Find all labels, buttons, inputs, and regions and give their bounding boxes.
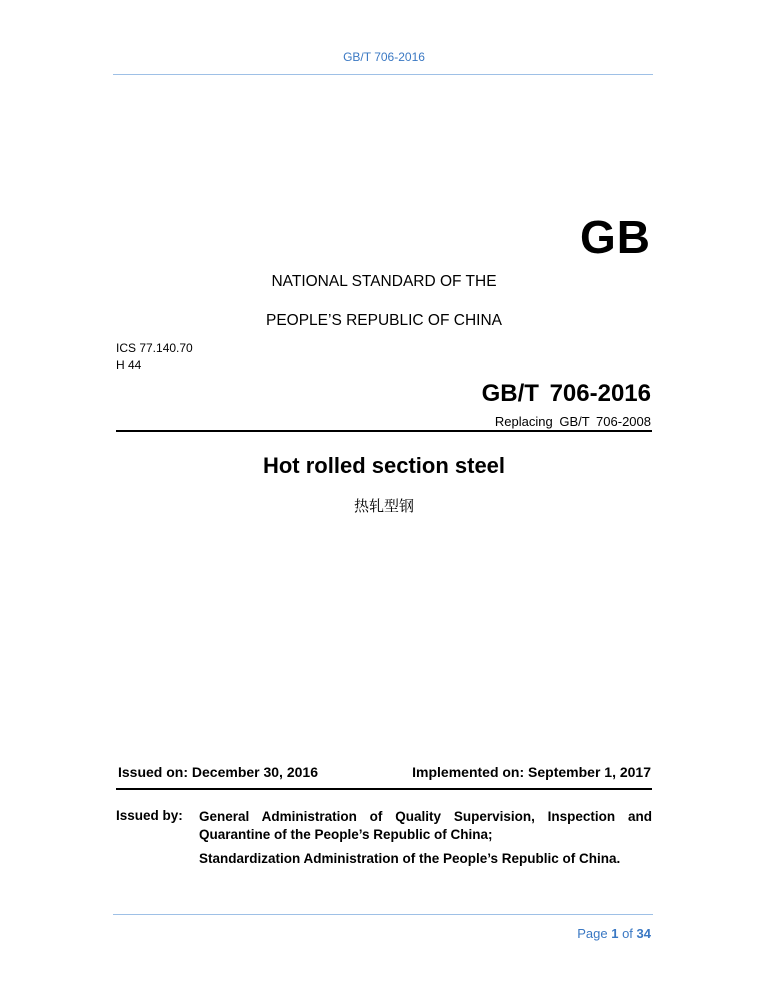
issued-by-label: Issued by: — [116, 808, 183, 823]
page-total: 34 — [636, 926, 651, 941]
national-standard-line1: NATIONAL STANDARD OF THE — [271, 273, 497, 290]
title-divider — [116, 430, 652, 432]
ccs-code: H 44 — [116, 358, 142, 372]
header-divider — [113, 74, 653, 75]
issuing-authority-2: Standardization Administration of the People’s Republic of China. — [199, 851, 621, 866]
document-title-en: Hot rolled section steel — [262, 453, 506, 478]
gb-logo: GB — [580, 211, 651, 263]
classification-codes — [116, 340, 193, 374]
ics-code: ICS 77.140.70 — [116, 341, 193, 355]
page-current: 1 — [611, 926, 619, 941]
issued-on-date: Issued on: December 30, 2016 — [118, 764, 318, 780]
page-of: of — [622, 926, 633, 941]
issuing-authorities — [199, 808, 652, 874]
standard-number: GB/T 706-2016 — [481, 380, 651, 407]
national-standard-line2: PEOPLE’S REPUBLIC OF CHINA — [265, 312, 502, 329]
footer-divider — [113, 914, 653, 915]
dates-divider — [116, 788, 652, 790]
document-title-zh: 热轧型钢 — [353, 497, 414, 515]
running-header: GB/T 706-2016 — [343, 50, 425, 64]
replacing-note: Replacing GB/T 706-2008 — [494, 414, 651, 429]
page-prefix: Page — [577, 926, 608, 941]
page-number — [577, 926, 651, 941]
implemented-on-date: Implemented on: September 1, 2017 — [412, 764, 651, 780]
issuing-authority-1: General Administration of Quality Supervision, Inspection and Quarantine of the People’s Republic of China; — [199, 809, 652, 842]
